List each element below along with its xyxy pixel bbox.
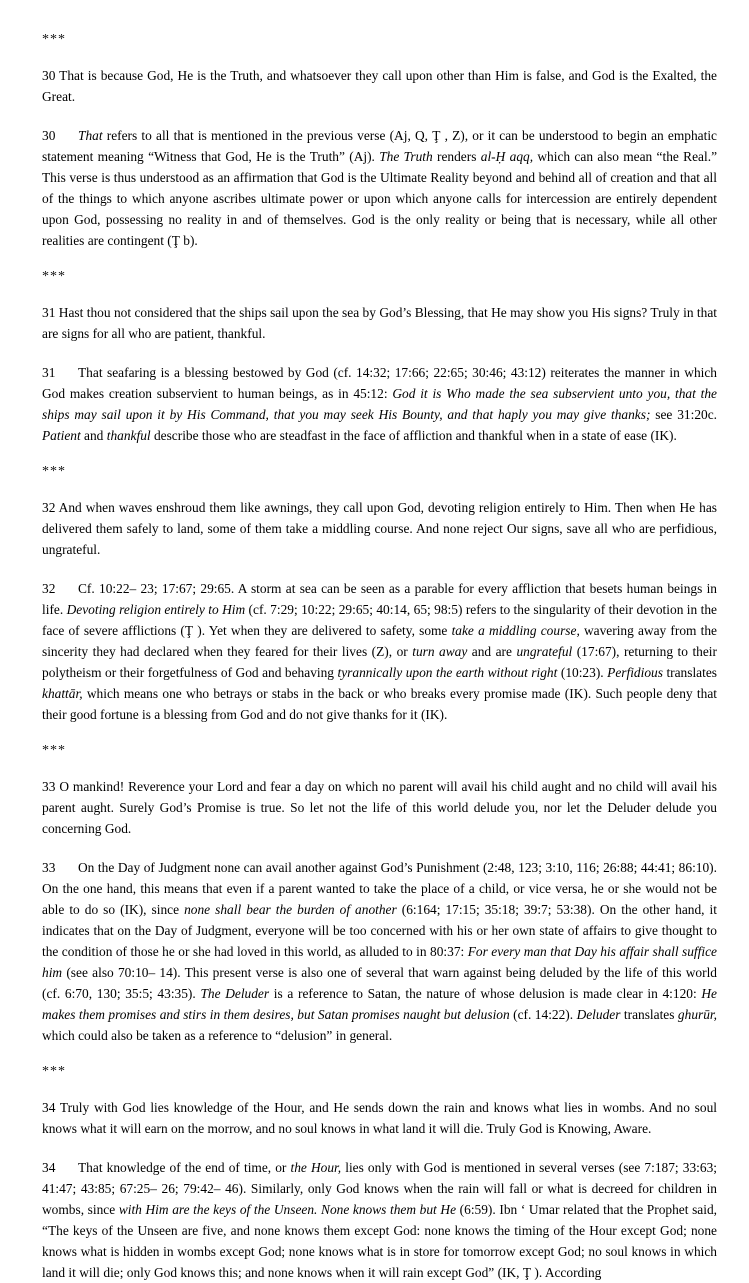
quoted-phrase: none shall bear the burden of another xyxy=(184,902,397,917)
quoted-phrase: tyrannically upon the earth without right xyxy=(337,665,558,680)
text-run: (6:164; 17:15; 35:18; 39:7; 53:38). On the other hand, it indicates that on the Day of Judgment, everyone will be too concerned with his or her own state of affairs to give thought to the condition of those he or she had loved in this world, as alluded to in 80:37: xyxy=(42,902,717,959)
text-run: which means one who betrays or stabs in the back or who breaks every promise made (IK). Such people deny that their good fortune is a blessing from God and do not give thanks for it (IK). xyxy=(42,686,717,722)
quoted-phrase: Devoting religion entirely to Him xyxy=(66,602,246,617)
text-run: is a reference to Satan, the nature of whose delusion is made clear in 4:120: xyxy=(269,986,702,1001)
commentary-block-32 xyxy=(42,578,717,725)
commentary-runs-32 xyxy=(42,581,717,722)
section-separator: *** xyxy=(42,743,66,758)
commentary-block-34 xyxy=(42,1157,717,1283)
quoted-phrase: For every man that Day his affair shall suffice him xyxy=(42,944,717,980)
commentary-runs-34 xyxy=(42,1160,717,1280)
section-separator: *** xyxy=(42,32,66,47)
section-separator: *** xyxy=(42,269,66,284)
text-run: and are xyxy=(467,644,517,659)
commentary-runs-30 xyxy=(42,128,717,248)
quoted-phrase: the Hour, xyxy=(290,1160,342,1175)
text-run: (cf. 14:22). xyxy=(509,1007,577,1022)
commentary-number-34: 34 xyxy=(42,1160,56,1175)
quoted-phrase: with Him are the keys of the Unseen. None knows them but He xyxy=(118,1202,457,1217)
text-run: (6:59). Ibn ʻ Umar related that the Prophet said, “The keys of the Unseen are five, and none knows them except God: none knows the timing of the Hour except God; none knows what is hidden in wombs except God; none knows what is in store for tomorrow except God; no soul knows in which land it will die; only God knows this; and none knows when it will rain except God” (IK, Ţ ). According xyxy=(42,1202,717,1280)
text-run: (10:23). xyxy=(557,665,608,680)
quoted-phrase: He makes them promises and stirs in them desires, but Satan promises naught but delusion xyxy=(42,986,717,1022)
quoted-phrase: The Truth xyxy=(379,149,433,164)
quoted-phrase: thankful xyxy=(106,428,151,443)
text-run: Cf. 10:22– 23; 17:67; 29:65. A storm at sea can be seen as a parable for every affliction that besets human beings in life. xyxy=(42,581,717,617)
section-separator: *** xyxy=(42,1064,66,1079)
text-run: which could also be taken as a reference to “delusion” in general. xyxy=(42,1028,393,1043)
text-run: (17:67), returning to their polytheism or their forgetfulness of God and behaving xyxy=(42,644,717,680)
quoted-phrase: take a middling course, xyxy=(451,623,580,638)
text-run: (see also 70:10– 14). This present verse is also one of several that warn against being deluded by the life of this world (cf. 6:70, 130; 35:5; 43:35). xyxy=(42,965,717,1001)
text-run: describe those who are steadfast in the face of affliction and thankful when in a state of ease (IK). xyxy=(150,428,677,443)
verse-text-32: 32 And when waves enshroud them like awnings, they call upon God, devoting religion entirely to Him. Then when He has delivered them safely to land, some of them take a middling course. And none reject Our signs, save all who are perfidious, ungrateful. xyxy=(42,500,717,557)
commentary-number-30: 30 xyxy=(42,128,56,143)
text-run: translates xyxy=(662,665,718,680)
quoted-phrase: al-Ḥ aqq, xyxy=(480,149,534,164)
text-run: refers to all that is mentioned in the previous verse (Aj, Q, Ţ , Z), or it can be understood to begin an emphatic statement meaning “Witness that God, He is the Truth” (Aj). xyxy=(42,128,717,164)
commentary-block-31 xyxy=(42,362,717,446)
section-separator: *** xyxy=(42,464,66,479)
quoted-phrase: turn away xyxy=(412,644,468,659)
quoted-phrase: ghurūr, xyxy=(677,1007,717,1022)
verse-text-30: 30 That is because God, He is the Truth, and whatsoever they call upon other than Him is false, and God is the Exalted, the Great. xyxy=(42,68,717,104)
verse-text-33: 33 O mankind! Reverence your Lord and fear a day on which no parent will avail his child aught and no child will avail his parent aught. Surely God’s Promise is true. So let not the life of this world delude you, nor let the Deluder delude you concerning God. xyxy=(42,779,717,836)
text-run: lies only with God is mentioned in several verses (see 7:187; 33:63; 41:47; 43:85; 67:25– 26; 79:42– 46). Similarly, only God knows when the rain will fall or what is decreed for children in wombs, since xyxy=(42,1160,717,1217)
quoted-phrase: That xyxy=(78,128,103,143)
commentary-block-33 xyxy=(42,857,717,1046)
text-run: That seafaring is a blessing bestowed by God (cf. 14:32; 17:66; 22:65; 30:46; 43:12) reiterates the manner in which God makes creation subservient to human beings, as in 45:12: xyxy=(42,365,717,401)
verse-text-31: 31 Hast thou not considered that the ships sail upon the sea by God’s Blessing, that He may show you His signs? Truly in that are signs for all who are patient, thankful. xyxy=(42,305,717,341)
text-run: translates xyxy=(620,1007,678,1022)
quoted-phrase: God it is Who made the sea subservient unto you, that the ships may sail upon it by His Command, that you may seek His Bounty, and that haply you may give thanks; xyxy=(42,386,717,422)
quoted-phrase: khattār, xyxy=(42,686,83,701)
quoted-phrase: The Deluder xyxy=(200,986,270,1001)
commentary-number-33: 33 xyxy=(42,860,56,875)
commentary-block-30 xyxy=(42,125,717,251)
quoted-phrase: Patient xyxy=(42,428,81,443)
commentary-number-32: 32 xyxy=(42,581,56,596)
quoted-phrase: Perfidious xyxy=(607,665,663,680)
text-run: That knowledge of the end of time, or xyxy=(78,1160,291,1175)
quoted-phrase: Deluder xyxy=(576,1007,621,1022)
commentary-number-31: 31 xyxy=(42,365,56,380)
text-run: renders xyxy=(432,149,481,164)
quoted-phrase: ungrateful xyxy=(516,644,573,659)
commentary-runs-33 xyxy=(42,860,717,1043)
text-run: see 31:20c. xyxy=(650,407,717,422)
text-run: (cf. 7:29; 10:22; 29:65; 40:14, 65; 98:5) refers to the singularity of their devotion in the face of severe afflictions (Ţ ). Yet when they are delivered to safety, some xyxy=(42,602,717,638)
text-run: which can also mean “the Real.” This verse is thus understood as an affirmation that God is the Ultimate Reality beyond and behind all of creation and that all of the things to which anyone ascribes ultimate power or upon which anyone calls for intercession are entirely dependent upon God, possessing no reality in and of themselves. God is the only reality or being that is necessary, while all other realities are contingent (Ţ b). xyxy=(42,149,718,248)
verse-text-34: 34 Truly with God lies knowledge of the Hour, and He sends down the rain and knows what lies in wombs. And no soul knows what it will earn on the morrow, and no soul knows in what land it will die. Truly God is Knowing, Aware. xyxy=(42,1100,717,1136)
text-run: On the Day of Judgment none can avail another against God’s Punishment (2:48, 123; 3:10, 116; 26:88; 44:41; 86:10). On the one hand, this means that even if a parent wanted to take the place of a child, or vice versa, he or she would not be able to do so (IK), since xyxy=(42,860,717,917)
text-run: and xyxy=(80,428,107,443)
commentary-runs-31 xyxy=(42,365,717,443)
text-run: wavering away from the sincerity they had declared when they feared for their lives (Z), or xyxy=(42,623,717,659)
